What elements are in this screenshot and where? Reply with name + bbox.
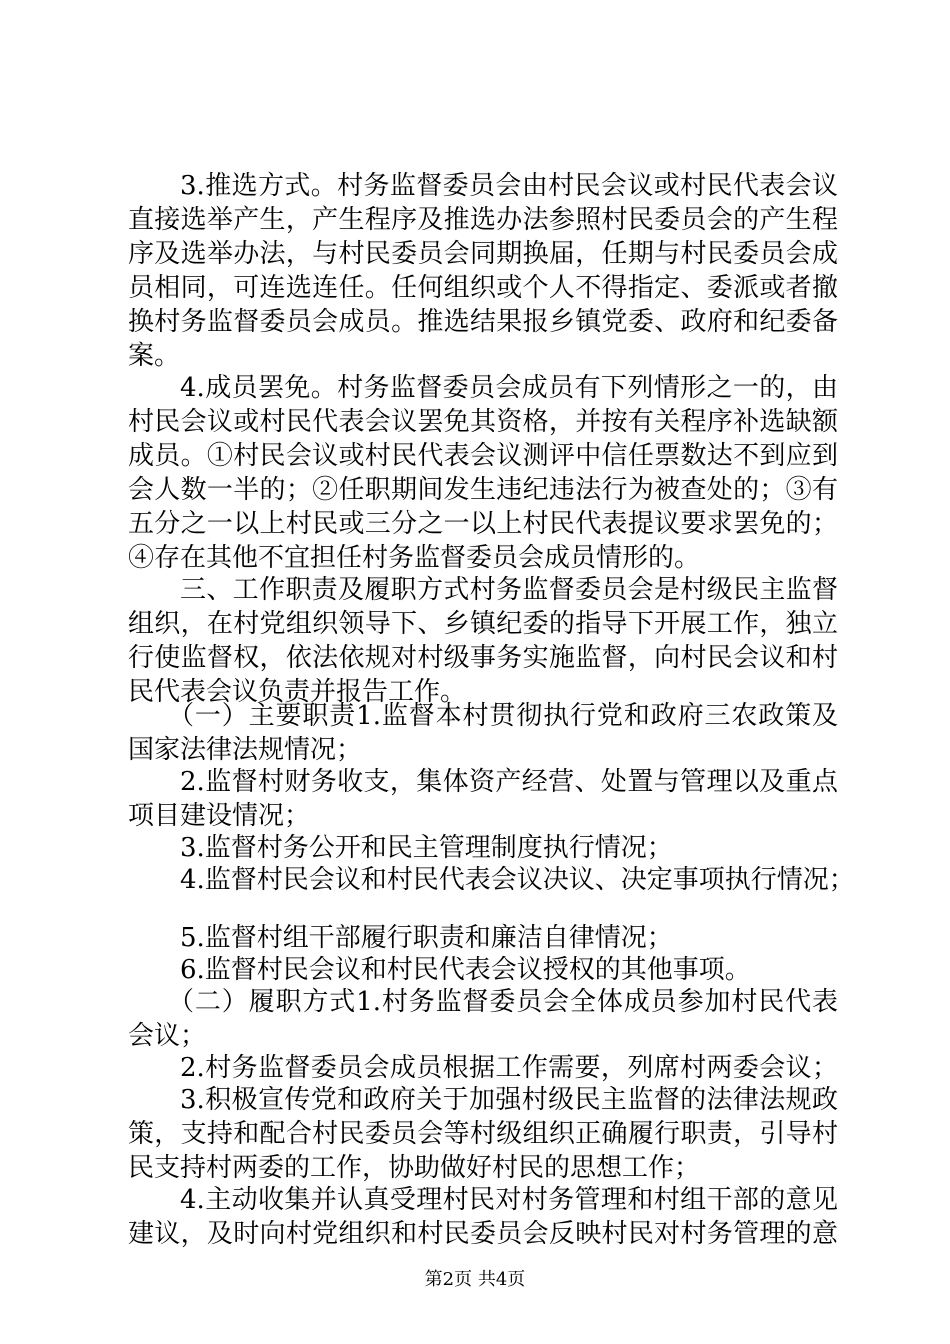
body-line-7: 4.成员罢免。村务监督委员会成员有下列情形之一的，由 [180,373,838,403]
body-line-20: 项目建设情况； [128,801,311,831]
body-line-9: 成员。①村民会议或村民代表会议测评中信任票数达不到应到 [128,441,838,471]
body-line-21: 3.监督村务公开和民主管理制度执行情况； [180,833,673,863]
body-line-24: 6.监督村民会议和村民代表会议授权的其他事项。 [180,955,751,985]
body-line-10: 会人数一半的；②任职期间发生违纪违法行为被查处的；③有 [128,475,838,505]
body-line-16: 民代表会议负责并报告工作。 [128,677,467,707]
body-line-6: 案。 [128,341,181,371]
body-line-26: 会议； [128,1021,207,1051]
body-line-14: 组织，在村党组织领导下、乡镇纪委的指导下开展工作，独立 [128,609,838,639]
body-line-32: 建议，及时向村党组织和村民委员会反映村民对村务管理的意 [128,1219,838,1249]
page-number: 第2页 共4页 [424,1269,526,1290]
body-line-25: （二）履职方式1.村务监督委员会全体成员参加村民代表 [168,987,838,1017]
body-line-28: 3.积极宣传党和政府关于加强村级民主监督的法律法规政 [180,1085,838,1115]
body-line-29: 策，支持和配合村民委员会等村级组织正确履行职责，引导村 [128,1119,838,1149]
body-line-17: （一）主要职责1.监督本村贯彻执行党和政府三农政策及 [168,701,838,731]
body-line-5: 换村务监督委员会成员。推选结果报乡镇党委、政府和纪委备 [128,307,838,337]
body-line-22: 4.监督村民会议和村民代表会议决议、决定事项执行情况； [180,865,855,895]
body-line-4: 员相同，可连选连任。任何组织或个人不得指定、委派或者撤 [128,273,838,303]
body-line-19: 2.监督村财务收支，集体资产经营、处置与管理以及重点 [180,767,838,797]
body-line-15: 行使监督权，依法依规对村级事务实施监督，向村民会议和村 [128,643,838,673]
body-line-1: 3.推选方式。村务监督委员会由村民会议或村民代表会议 [180,171,838,201]
body-line-3: 序及选举办法，与村民委员会同期换届，任期与村民委员会成 [128,239,838,269]
body-line-2: 直接选举产生，产生程序及推选办法参照村民委员会的产生程 [128,205,838,235]
body-line-11: 五分之一以上村民或三分之一以上村民代表提议要求罢免的； [128,509,838,539]
body-line-27: 2.村务监督委员会成员根据工作需要，列席村两委会议； [180,1053,838,1083]
body-line-18: 国家法律法规情况； [128,735,363,765]
body-line-13: 三、工作职责及履职方式村务监督委员会是村级民主监督 [180,575,838,605]
body-line-12: ④存在其他不宜担任村务监督委员会成员情形的。 [128,543,701,573]
body-line-31: 4.主动收集并认真受理村民对村务管理和村组干部的意见 [180,1185,838,1215]
body-line-30: 民支持村两委的工作，协助做好村民的思想工作； [128,1153,701,1183]
body-line-8: 村民会议或村民代表会议罢免其资格，并按有关程序补选缺额 [128,407,838,437]
body-line-23: 5.监督村组干部履行职责和廉洁自律情况； [180,923,673,953]
